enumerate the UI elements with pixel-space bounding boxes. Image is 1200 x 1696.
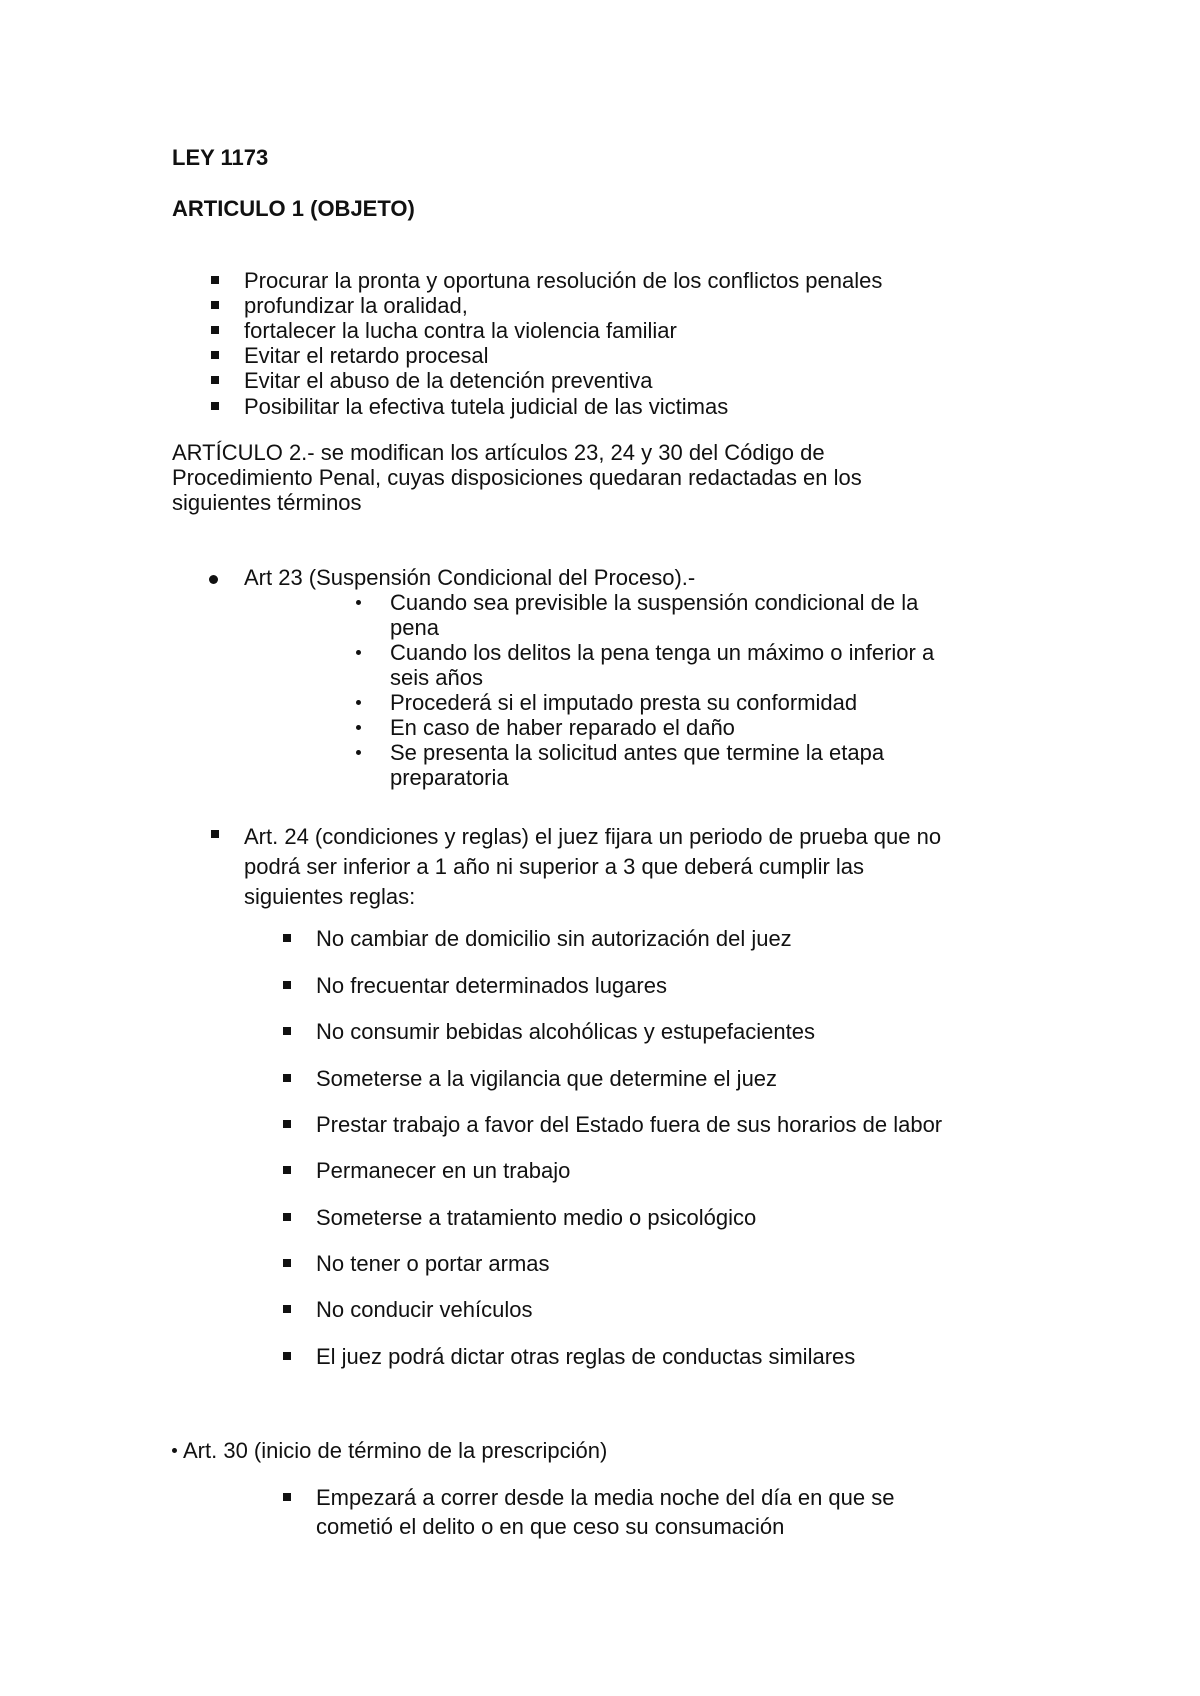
article-30-line: cometió el delito o en que ceso su consumación — [316, 1514, 785, 1539]
article-23-item: Procederá si el imputado presta su conformidad — [390, 690, 858, 715]
document-title: LEY 1173 — [172, 145, 269, 170]
article-1-item: fortalecer la lucha contra la violencia familiar — [244, 318, 677, 343]
bullet-icon — [172, 1448, 177, 1453]
article-23-item: En caso de haber reparado el daño — [390, 715, 735, 740]
article-24-rule: Prestar trabajo a favor del Estado fuera de sus horarios de labor — [316, 1112, 943, 1137]
article-24-line: podrá ser inferior a 1 año ni superior a 3 que deberá cumplir las — [244, 854, 865, 879]
article-24-rule: Permanecer en un trabajo — [316, 1158, 571, 1183]
article-23-item-continuation: preparatoria — [390, 765, 509, 790]
article-24-rule: No conducir vehículos — [316, 1297, 533, 1322]
article-1-item: Posibilitar la efectiva tutela judicial de las victimas — [244, 394, 729, 419]
article-1-item: profundizar la oralidad, — [244, 293, 468, 318]
article-24-rule: No cambiar de domicilio sin autorización del juez — [316, 926, 792, 951]
article-2-line: ARTÍCULO 2.- se modifican los artículos 23, 24 y 30 del Código de — [172, 440, 825, 465]
article-1-heading: ARTICULO 1 (OBJETO) — [172, 196, 415, 221]
article-23-item-continuation: seis años — [390, 665, 483, 690]
article-30-heading-text: Art. 30 (inicio de término de la prescripción) — [183, 1438, 608, 1463]
article-24-rule: Someterse a tratamiento medio o psicológico — [316, 1205, 757, 1230]
article-24-line: siguientes reglas: — [244, 884, 416, 909]
article-1-item: Procurar la pronta y oportuna resolución de los conflictos penales — [244, 268, 883, 293]
article-1-item: Evitar el retardo procesal — [244, 343, 489, 368]
article-24-line: Art. 24 (condiciones y reglas) el juez fijara un periodo de prueba que no — [244, 822, 941, 852]
article-23-item-continuation: pena — [390, 615, 439, 640]
article-30-heading — [172, 1438, 607, 1464]
article-23-heading: Art 23 (Suspensión Condicional del Proceso).- — [244, 565, 696, 590]
article-24-rule: No consumir bebidas alcohólicas y estupefacientes — [316, 1019, 815, 1044]
article-23-item: Se presenta la solicitud antes que termine la etapa — [390, 740, 885, 765]
article-30-line: Empezará a correr desde la media noche del día en que se — [316, 1485, 895, 1510]
article-23-item: Cuando sea previsible la suspensión condicional de la — [390, 590, 919, 615]
article-24-rule: El juez podrá dictar otras reglas de conductas similares — [316, 1344, 856, 1369]
article-24-rule: Someterse a la vigilancia que determine el juez — [316, 1066, 778, 1091]
article-2-line: Procedimiento Penal, cuyas disposiciones quedaran redactadas en los — [172, 465, 862, 490]
article-1-item: Evitar el abuso de la detención preventiva — [244, 368, 653, 393]
article-2-line: siguientes términos — [172, 490, 362, 515]
article-24-rule: No frecuentar determinados lugares — [316, 973, 667, 998]
article-24-rule: No tener o portar armas — [316, 1251, 550, 1276]
article-23-item: Cuando los delitos la pena tenga un máximo o inferior a — [390, 640, 935, 665]
